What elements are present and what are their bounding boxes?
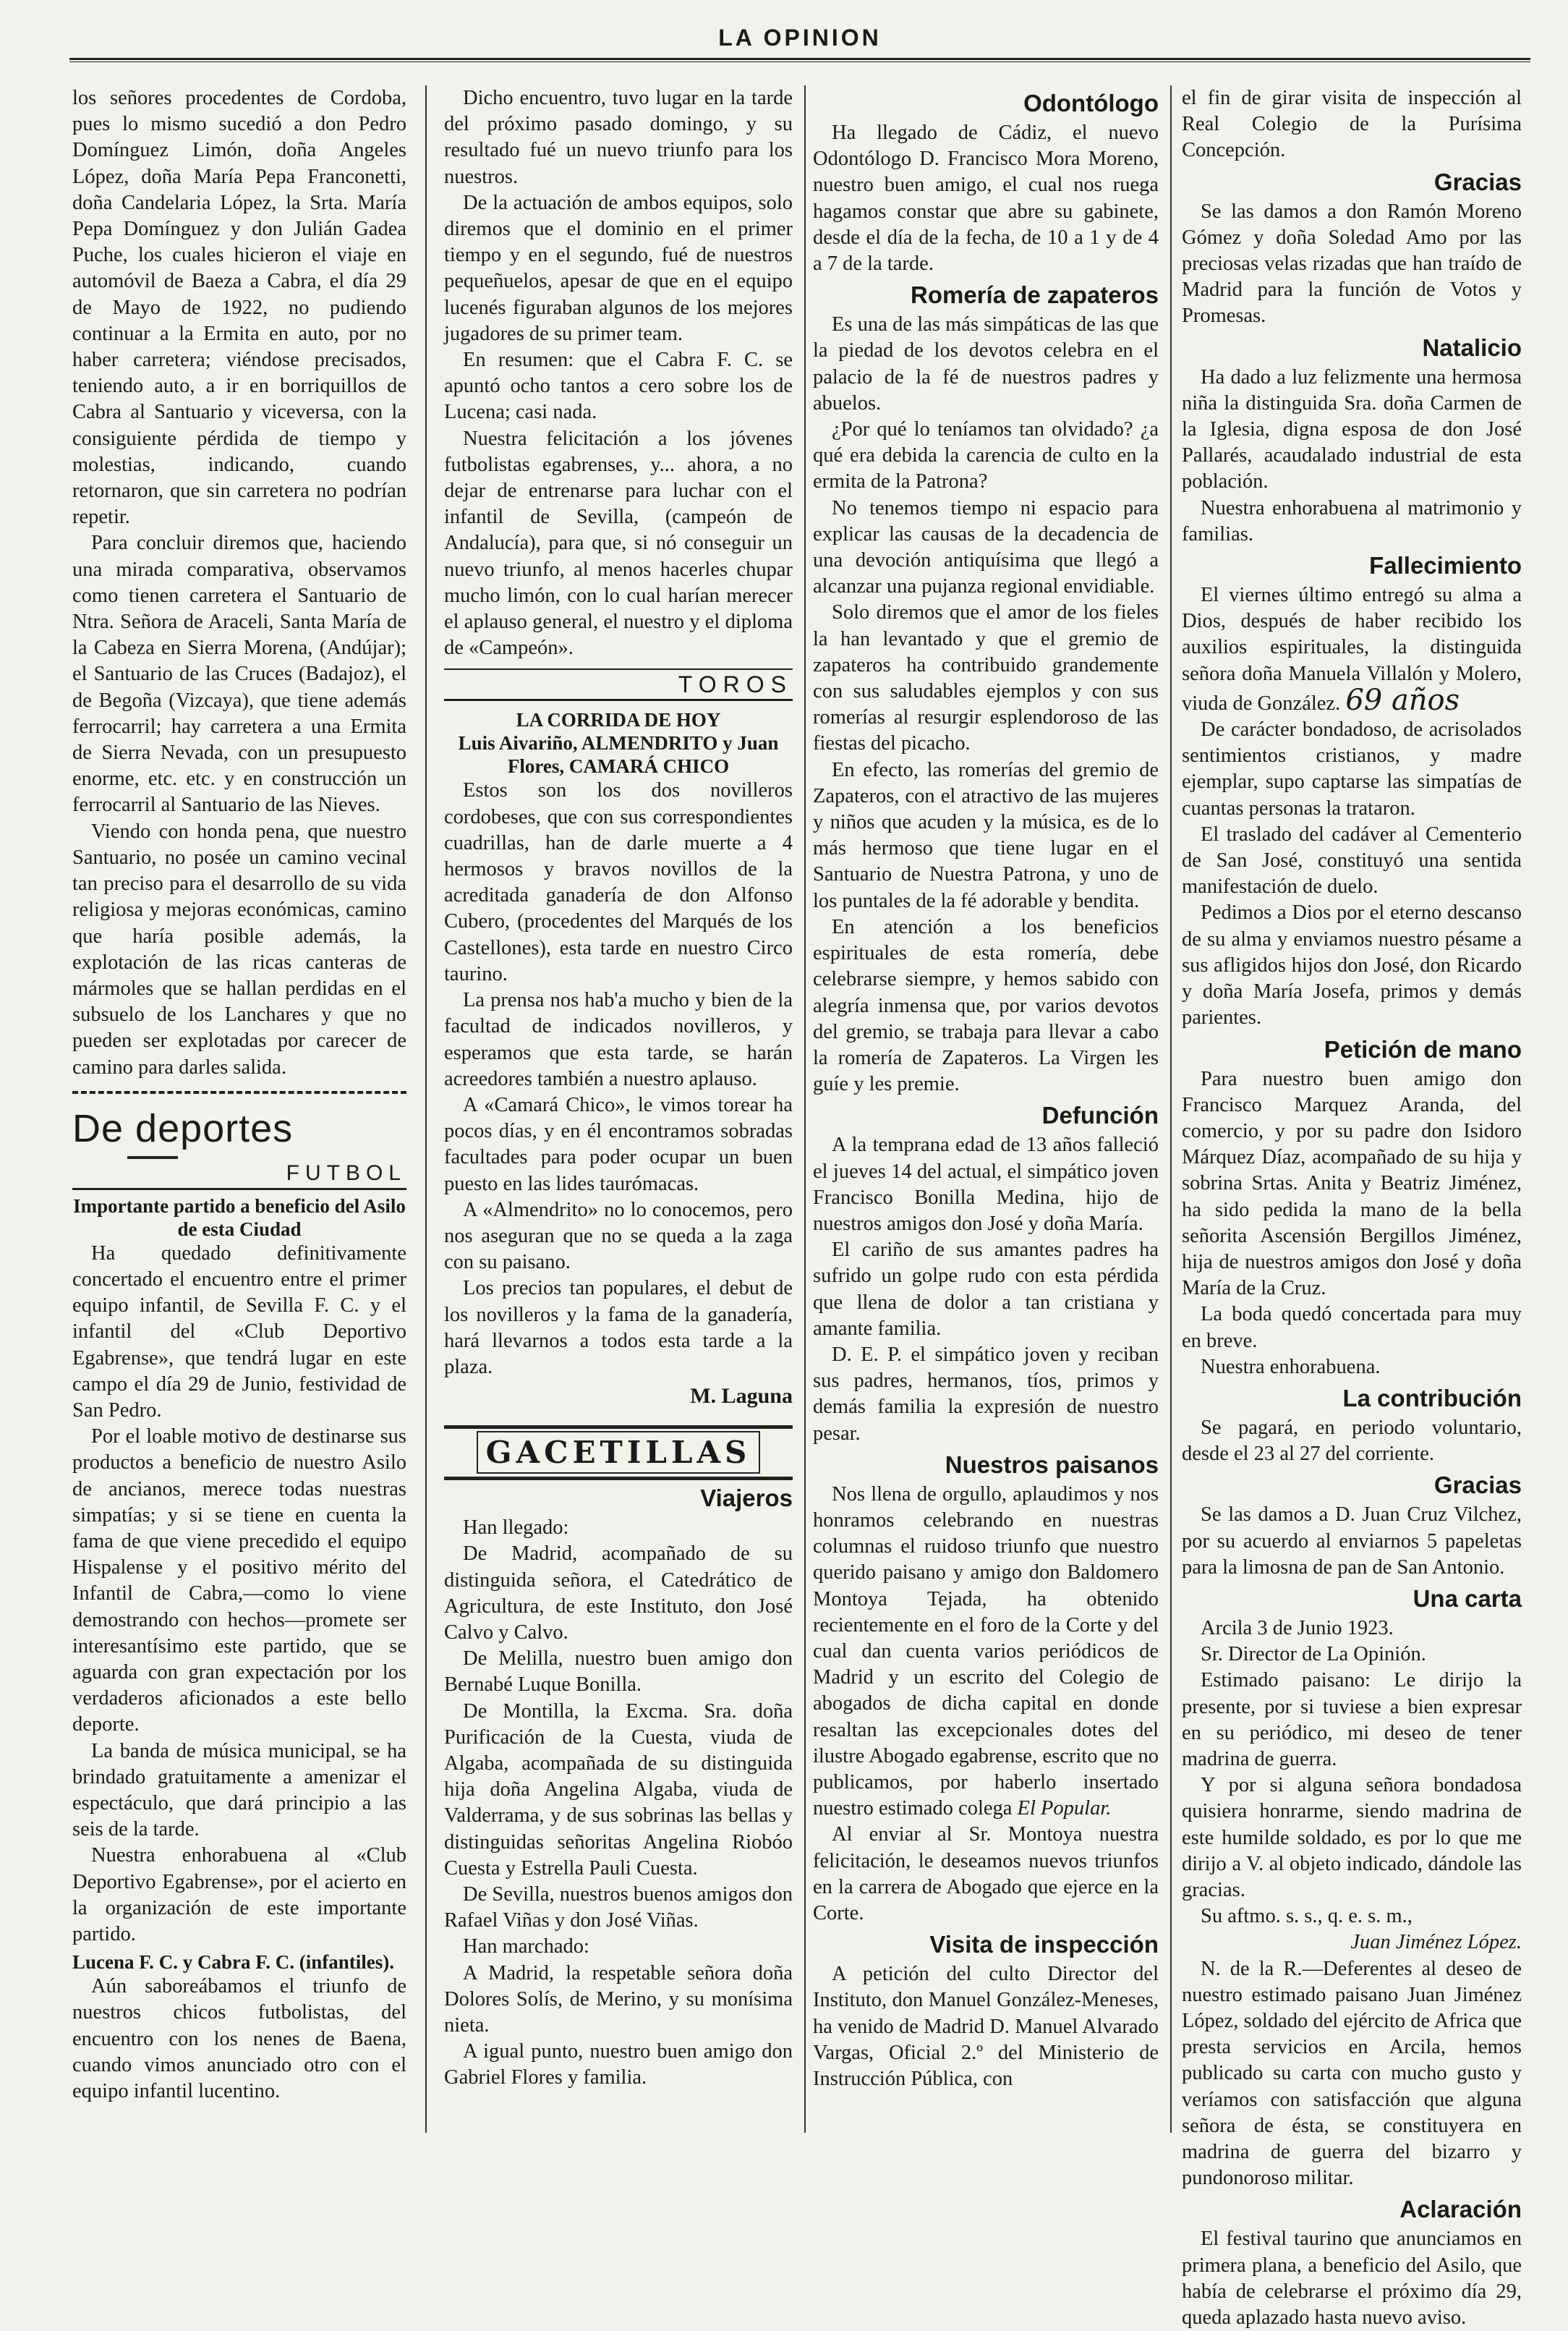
- letter-signature: Juan Jiménez López.: [1350, 1931, 1522, 1954]
- paragraph: De Madrid, acompañado de su distinguida señora, el Catedrático de Agricultura, de este Instituto, don José Calvo y Calvo.: [444, 1542, 793, 1644]
- paragraph: A «Almendrito» no lo conocemos, pero nos aseguran que no se queda a la zaga con su paisano.: [444, 1198, 793, 1274]
- paragraph: Solo diremos que el amor de los fieles la han levantado y que el gremio de zapateros ha contribuido grandemente con sus saludables ejemplos y con sus romerías al resurgir esplendoroso de las fiestas del picacho.: [813, 601, 1159, 755]
- paragraph: Ha quedado definitivamente concertado el encuentro entre el primer equipo infantil, de Sevilla F. C. y el infantil del «Club Deportivo Egabrense», que tendrá lugar en este campo el día 29 de Junio, festividad de San Pedro.: [72, 1241, 406, 1422]
- paragraph-text: El viernes último entregó su alma a Dios, después de haber recibido los auxilios espirituales, la distinguida señora doña Manuela Villalón y Molero, viuda de González.: [1182, 584, 1522, 715]
- paragraph: Para concluir diremos que, haciendo una mirada comparativa, observamos como tienen carretera el Santuario de Ntra. Señora de Araceli, Santa María de la Cabeza en Sierra Morena, (Andújar); el Santuario de las Cruces (Badajoz), el de Begoña (Vizcaya), que tiene además ferrocarril; hay carretera a una Ermita de Sierra Nevada, con un presupuesto enorme, etc. etc. y en construcción un ferrocarril al Santuario de las Nieves.: [72, 532, 406, 817]
- paragraph: El traslado del cadáver al Cementerio de San José, constituyó una sentida manifestación de duelo.: [1182, 823, 1522, 899]
- paragraph: De Melilla, nuestro buen amigo don Bernabé Luque Bonilla.: [444, 1647, 793, 1697]
- letter-date: Arcila 3 de Junio 1923.: [1201, 1616, 1394, 1639]
- newspaper-name: El Popular.: [1017, 1797, 1112, 1820]
- paragraph: De Sevilla, nuestros buenos amigos don Rafael Viñas y don José Viñas.: [444, 1882, 793, 1932]
- column-3: [813, 85, 1159, 2227]
- paragraph: Para nuestro buen amigo don Francisco Marquez Aranda, del comercio, y por su padre don Isidoro Márquez Díaz, acompañado de su hija y sobrina Srtas. Anita y Beatriz Jiménez, ha sido pedida la mano de la bella señorita Ascensión Bergillos Jiménez, hija de nuestros amigos don José y doña María de la Cruz.: [1182, 1067, 1522, 1300]
- paragraph: Pedimos a Dios por el eterno descanso de su alma y enviamos nuestro pésame a sus afligidos hijos don José, don Ricardo y doña María Josefa, primos y demás parientes.: [1182, 901, 1522, 1029]
- letter-closing: Su aftmo. s. s., q. e. s. m.,: [1201, 1905, 1413, 1928]
- gacetillas-label: GACETILLAS: [480, 1435, 757, 1470]
- paragraph: Dicho encuentro, tuvo lugar en la tarde del próximo pasado domingo, y su resultado fué un nuevo triunfo para los nuestros.: [444, 87, 793, 188]
- paragraph-text: Nos llena de orgullo, aplaudimos y nos honramos celebrando en nuestras columnas el ruidoso triunfo que nuestro querido paisano y amigo don Baldomero Montoya Tejada, ha obtenido recientemente en el foro de la Corte y del cual dan cuenta varios periódicos de Madrid y un escrito del Colegio de abogados de dicha capital en donde resaltan las excepcionales dotes del ilustre Abogado egabrense, escrito que no publicamos, por haberlo insertado nuestro estimado colega: [813, 1482, 1159, 1820]
- paragraph: La prensa nos hab'a mucho y bien de la facultad de indicados novilleros, y esperamos que esta tarde, se harán acreedores también a nuestro aplauso.: [444, 989, 793, 1090]
- section-label: FUTBOL: [72, 1159, 406, 1190]
- section-heading: Defunción: [1041, 1102, 1159, 1129]
- section-heading: Una carta: [1413, 1584, 1522, 1612]
- paragraph: [1182, 582, 1522, 717]
- paragraph: Nuestra enhorabuena.: [1201, 1355, 1381, 1378]
- section-label: TOROS: [444, 668, 793, 701]
- column-2: [444, 85, 793, 2227]
- column-1: [72, 85, 406, 2227]
- section-heading: Viajeros: [700, 1485, 793, 1512]
- article-headline: Lucena F. C. y Cabra F. C. (infantiles).: [72, 1951, 395, 1974]
- handwritten-annotation: 69 años: [1345, 683, 1460, 717]
- paragraph: El cariño de sus amantes padres ha sufrido un golpe rudo con esta pérdida que llena de dolor a tan cristiana y amante familia.: [813, 1239, 1159, 1340]
- paragraph: Viendo con honda pena, que nuestro Santuario, no posée un camino vecinal tan preciso para el desarrollo de su vida religiosa y mejoras económicas, camino que haría posible además, la explotación de las ricas canteras de mármoles que se hallan perdidas en el subsuelo de los Lanchares y que no pueden ser explotadas por carecer de camino para darles salida.: [72, 820, 406, 1079]
- paragraph: Nuestra enhorabuena al «Club Deportivo Egabrense», por el acierto en la organización de este importante partido.: [72, 1844, 406, 1945]
- paragraph: [813, 1482, 1159, 1822]
- byline: M. Laguna: [690, 1384, 793, 1409]
- column-4: [1182, 85, 1522, 2330]
- paragraph: Es una de las más simpáticas de las que la piedad de los devotos celebra en el palacio de la fé de nuestros padres y abuelos.: [813, 313, 1159, 415]
- paragraph: N. de la R.—Deferentes al deseo de nuestro estimado paisano Juan Jiménez López, soldado del ejército de Africa que presta servicios en Arcila, hemos publicado su carta con mucho gusto y veríamos con satisfacción que alguna señora de ésta, se constituyera en madrina de guerra del bizarro y pundonoroso militar.: [1182, 1957, 1522, 2190]
- paragraph: el fin de girar visita de inspección al Real Colegio de la Purísima Concepción.: [1182, 87, 1522, 162]
- section-heading: Aclaración: [1399, 2196, 1522, 2223]
- paragraph: En efecto, las romerías del gremio de Zapateros, con el atractivo de las mujeres y niños que acuden y la música, es de lo más hermoso que tiene lugar en el Santuario de Nuestra Patrona, y uno de los puntales de la fé adorable y bendita.: [813, 758, 1159, 912]
- section-heading: Nuestros paisanos: [945, 1451, 1159, 1478]
- section-heading: Gracias: [1433, 1472, 1522, 1499]
- paragraph: Al enviar al Sr. Montoya nuestra felicitación, le deseamos nuevos triunfos en la carrera de Abogado que ejerce en la Corte.: [813, 1823, 1159, 1924]
- paragraph: ¿Por qué lo teníamos tan olvidado? ¿a qué era debida la carencia de culto en la ermita de la Patrona?: [813, 418, 1159, 493]
- paragraph: Ha dado a luz felizmente una hermosa niña la distinguida Sra. doña Carmen de la Iglesia, digna esposa de don José Pallarés, acaudalado industrial de esta población.: [1182, 365, 1522, 493]
- column-divider: [1170, 85, 1172, 2133]
- paragraph: A «Camará Chico», le vimos torear ha pocos días, y en él encontramos sobradas facultades para poder ocupar un buen puesto en las lides taurómacas.: [444, 1093, 793, 1195]
- section-heading: Fallecimiento: [1369, 552, 1522, 579]
- paragraph: No tenemos tiempo ni espacio para explicar las causas de la decadencia de una devoción antiquísima que llegó a alcanzar una pujanza regional envidiable.: [813, 496, 1159, 598]
- column-divider: [425, 85, 427, 2133]
- paragraph: Ha llegado de Cádiz, el nuevo Odontólogo D. Francisco Mora Moreno, nuestro buen amigo, el cual nos ruega hagamos constar que abre su gabinete, desde el día de la fecha, de 10 a 1 y de 4 a 7 de la tarde.: [813, 122, 1159, 276]
- paragraph: Estos son los dos novilleros cordobeses, que con sus correspondientes cuadrillas, han de darle muerte a 4 hermosos y bravos novillos de la acreditada ganadería de don Alfonso Cubero, (procedentes del Marqués de los Castellones), esta tarde en nuestro Circo taurino.: [444, 779, 793, 985]
- paragraph: Y por si alguna señora bondadosa quisiera honrarme, siendo madrina de este humilde soldado, es por lo que me dirijo a V. al objeto indicado, dándole las gracias.: [1182, 1774, 1522, 1901]
- paragraph: Estimado paisano: Le dirijo la presente, por si tuviese a bien expresar en su periódico, mi deseo de tener madrina de guerra.: [1182, 1669, 1522, 1770]
- section-heading: Natalicio: [1422, 334, 1522, 361]
- article-headline: LA CORRIDA DE HOY: [516, 709, 721, 731]
- article-subheadline: Luis Aivariño, ALMENDRITO y Juan Flores, CAMARÁ CHICO: [458, 732, 779, 778]
- section-heading: Romería de zapateros: [911, 281, 1159, 309]
- paragraph: Por el loable motivo de destinarse sus productos a beneficio de nuestro Asilo de ancianos, merece todas nuestras simpatías; y si se tiene en cuenta la fama de que viene precedido el equipo Hispalense y el positivo mérito del Infantil de Cabra,—como lo viene demostrando con hechos—promete ser interesantísimo este partido, que se aguarda con gran expectación por los verdaderos aficionados a este bello deporte.: [72, 1425, 406, 1736]
- paragraph: Se las damos a don Ramón Moreno Gómez y doña Soledad Amo por las preciosas velas rizadas que han traído de Madrid para la función de Votos y Promesas.: [1182, 200, 1522, 328]
- paragraph: D. E. P. el simpático joven y reciban sus padres, hermanos, tíos, primos y demás familia la expresión de nuestro pesar.: [813, 1343, 1159, 1445]
- masthead: LA OPINION: [718, 25, 882, 51]
- paragraph: En resumen: que el Cabra F. C. se apuntó ocho tantos a cero sobre los de Lucena; casi nada.: [444, 349, 793, 424]
- section-heading: Petición de mano: [1324, 1035, 1522, 1063]
- section-heading: Visita de inspección: [929, 1931, 1159, 1958]
- article-headline: Importante partido a beneficio del Asilo de esta Ciudad: [73, 1194, 406, 1240]
- paragraph: Aún saboreábamos el triunfo de nuestros chicos futbolistas, del encuentro con los nenes de Baena, cuando vimos anunciado otro con el equipo infantil lucentino.: [72, 1975, 406, 2103]
- section-heading: La contribución: [1342, 1384, 1522, 1411]
- paragraph: La boda quedó concertada para muy en breve.: [1182, 1303, 1522, 1352]
- masthead-rule: [69, 58, 1530, 62]
- paragraph: A igual punto, nuestro buen amigo don Gabriel Flores y familia.: [444, 2040, 793, 2089]
- column-divider: [804, 85, 806, 2133]
- section-divider: [72, 1091, 406, 1094]
- paragraph: El festival taurino que anunciamos en primera plana, a beneficio del Asilo, que había de celebrarse el próximo día 29, queda aplazado hasta nuevo aviso.: [1182, 2228, 1522, 2330]
- paragraph: Nuestra enhorabuena al matrimonio y familias.: [1182, 496, 1522, 545]
- section-title: De deportes: [72, 1106, 294, 1150]
- paragraph: Han llegado:: [463, 1516, 569, 1540]
- paragraph: En atención a los beneficios espirituales de esta romería, debe celebrarse siempre, y hemos sabido con alegría inmensa que, por varios devotos del gremio, se trabaja para llevar a cabo la romería de Zapateros. La Virgen les guíe y les premie.: [813, 915, 1159, 1096]
- paragraph: Han marchado:: [463, 1935, 589, 1958]
- letter-salutation: Sr. Director de La Opinión.: [1201, 1643, 1426, 1666]
- paragraph: De la actuación de ambos equipos, solo diremos que el dominio en el primer tiempo y en el segundo, fué de nuestros pequeñuelos, apesar de que en el equipo lucenés figuraban algunos de los mejores jugadores de su primer team.: [444, 191, 793, 345]
- gacetillas-banner: [444, 1425, 793, 1480]
- paragraph: A la temprana edad de 13 años falleció el jueves 14 del actual, el simpático joven Francisco Bonilla Medina, hijo de nuestros amigos don José y doña María.: [813, 1134, 1159, 1235]
- paragraph: De carácter bondadoso, de acrisolados sentimientos cristianos, y madre ejemplar, supo captarse las simpatías de cuantas personas la trataron.: [1182, 718, 1522, 820]
- paragraph: Se las damos a D. Juan Cruz Vilchez, por su acuerdo al enviarnos 5 papeletas para la limosna de pan de San Antonio.: [1182, 1503, 1522, 1579]
- paragraph: Se pagará, en periodo voluntario, desde el 23 al 27 del corriente.: [1182, 1416, 1522, 1466]
- paragraph: Nuestra felicitación a los jóvenes futbolistas egabrenses, y... ahora, a no dejar de entrenarse para luchar con el infantil de Sevilla, (campeón de Andalucía), para que, si nó conseguir un nuevo triunfo, al menos hacerles chupar mucho limón, con lo cual harían merecer el aplauso general, el nuestro y el diploma de «Campeón».: [444, 427, 793, 660]
- paragraph: los señores procedentes de Cordoba, pues lo mismo sucedió a don Pedro Domínguez Limón, doña Angeles López, doña María Pepa Franconetti, doña Candelaria López, la Srta. María Pepa Domínguez y don Julián Gadea Puche, los cuales hicieron el viaje en automóvil de Baeza a Cabra, el día 29 de Mayo de 1922, no pudiendo continuar a la Ermita en auto, por no haber carretera; viéndose precisados, teniendo auto, a ir en borriquillos de Cabra al Santuario y viceversa, con la consiguiente pérdida de tiempo y molestias, indicando, cuando retornaron, que sin carretera no podrían repetir.: [72, 87, 406, 529]
- paragraph: La banda de música municipal, se ha brindado gratuitamente a amenizar el espectáculo, que dará principio a las seis de la tarde.: [72, 1739, 406, 1841]
- section-heading: Gracias: [1433, 168, 1522, 195]
- paragraph: A petición del culto Director del Instituto, don Manuel González-Meneses, ha venido de Madrid D. Manuel Alvarado Vargas, Oficial 2.º del Ministerio de Instrucción Pública, con: [813, 1963, 1159, 2091]
- paragraph: A Madrid, la respetable señora doña Dolores Solís, de Merino, y su monísima nieta.: [444, 1961, 793, 2037]
- paragraph: De Montilla, la Excma. Sra. doña Purificación de la Cuesta, viuda de Algaba, acompañada de su distinguida hija doña Angelina Algaba, viuda de Valderrama, y de sus sobrinas las bellas y distinguidas señoritas Angelina Riobóo Cuesta y Estrella Pauli Cuesta.: [444, 1699, 793, 1880]
- section-heading: Odontólogo: [1023, 90, 1159, 116]
- paragraph: Los precios tan populares, el debut de los novilleros y la fama de la ganadería, hará llevarnos a todos esta tarde a la plaza.: [444, 1277, 793, 1378]
